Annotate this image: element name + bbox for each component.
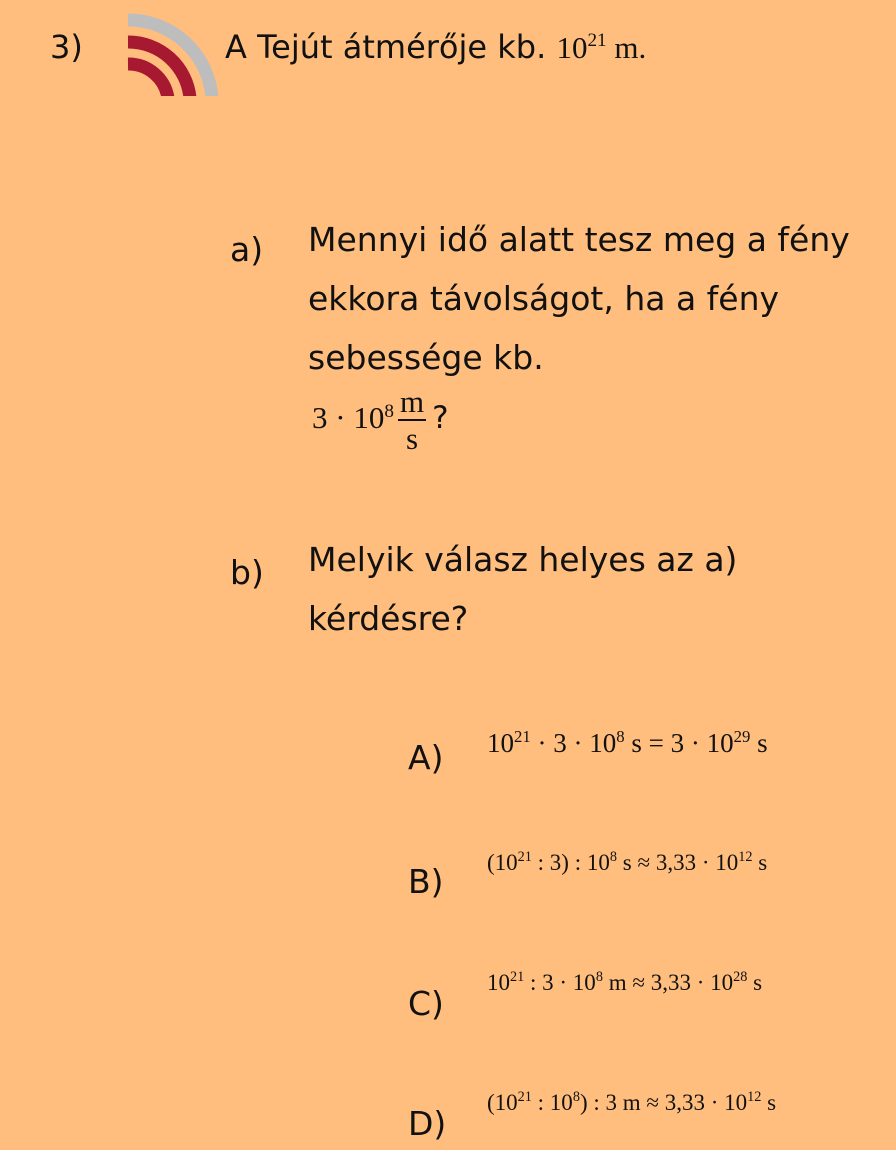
problem-statement	[225, 28, 646, 66]
option-d-expression[interactable]: ($10^{21}$ : $10^8$) : 3 $m \approx 3,33 \cdot 10^{12}$ s	[487, 1089, 777, 1115]
distance-value: $10^{21}$ m.	[556, 30, 647, 65]
signal-strength-icon	[118, 6, 218, 96]
option-d-label[interactable]: D)	[408, 1104, 447, 1143]
option-b-label[interactable]: B)	[408, 862, 444, 901]
option-a-label[interactable]: A)	[408, 738, 444, 777]
part-b-question: Melyik válasz helyes az a) kérdésre?	[308, 540, 738, 638]
part-a-label: a)	[230, 230, 264, 269]
light-speed-formula: $3 \cdot 10^8$ $\frac{m}{s}$ ?	[312, 384, 449, 456]
option-a-expression[interactable]: $10^{21} \cdot 3 \cdot 10^8$ $s = 3 \cdot 10^{29}$ s	[487, 726, 768, 758]
part-a-question: Mennyi idő alatt tesz meg a fény ekkora távolságot, ha a fény sebessége kb.	[308, 220, 850, 377]
option-b-expression[interactable]: ($10^{21}$ : 3) : $10^8$ $s \approx 3,33 \cdot 10^{12}$ s	[487, 849, 768, 875]
option-c-label[interactable]: C)	[408, 984, 444, 1023]
speed-unit-fraction: $\frac{m}{s}$	[399, 384, 425, 456]
part-b-label: b)	[230, 553, 264, 592]
problem-number: 3)	[50, 28, 83, 66]
option-c-expression[interactable]: $10^{21}$ : $3 \cdot 10^8$ $m \approx 3,33 \cdot 10^{28}$ s	[487, 969, 763, 995]
statement-text: A Tejút átmérője kb.	[225, 28, 547, 66]
